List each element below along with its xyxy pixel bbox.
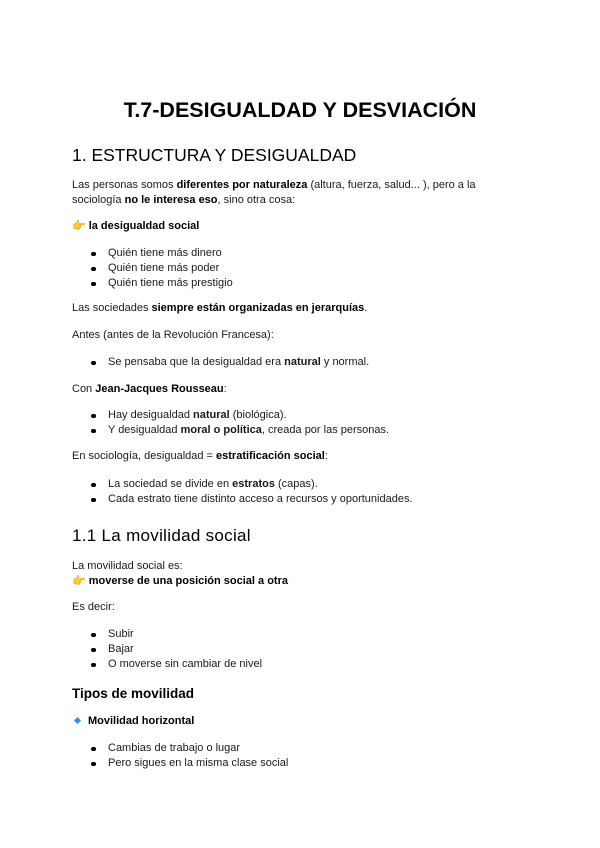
pointer-line-desigualdad bbox=[72, 219, 532, 234]
blue-diamond-icon bbox=[74, 717, 81, 724]
text-run: (altura, fuerza, salud... ), pero a la bbox=[307, 179, 476, 191]
text-run: Se pensaba que la desigualdad era bbox=[108, 356, 285, 368]
mobility-definition bbox=[72, 559, 532, 589]
section-heading-estructura: 1. ESTRUCTURA Y DESIGUALDAD bbox=[72, 145, 357, 165]
bold-run: Movilidad horizontal bbox=[88, 715, 195, 727]
bold-run: estratificación social bbox=[216, 450, 325, 462]
list-item: Pero sigues en la misma clase social bbox=[72, 756, 288, 771]
list-item: O moverse sin cambiar de nivel bbox=[72, 657, 262, 672]
pointing-hand-icon: 👉 bbox=[72, 575, 86, 587]
inequality-list bbox=[72, 246, 233, 291]
list-item bbox=[72, 423, 389, 438]
list-item bbox=[72, 355, 369, 370]
bold-run: siempre están organizadas en jerarquías bbox=[151, 302, 365, 314]
sociology-paragraph bbox=[72, 449, 532, 464]
list-item bbox=[72, 492, 413, 507]
page-title: T.7-DESIGUALDAD Y DESVIACIÓN bbox=[123, 98, 477, 122]
bold-run: moverse de una posición social a otra bbox=[88, 575, 288, 587]
bold-run: Jean-Jacques Rousseau bbox=[95, 383, 224, 395]
text-run: En sociología, desigualdad = bbox=[72, 450, 217, 462]
text-run: : bbox=[324, 450, 328, 462]
horizontal-label bbox=[72, 714, 532, 729]
bold-run: la desigualdad social bbox=[88, 220, 200, 232]
list-item: Cambias de trabajo o lugar bbox=[72, 741, 288, 756]
text-run: Con bbox=[72, 383, 96, 395]
text-run: y normal. bbox=[320, 356, 370, 368]
text-run: (capas). bbox=[274, 478, 318, 490]
bold-run: natural bbox=[284, 356, 321, 368]
horizontal-list bbox=[72, 741, 288, 771]
list-item: Bajar bbox=[72, 642, 262, 657]
text-run: La sociedad se divide en bbox=[108, 478, 233, 490]
text-run: . bbox=[364, 302, 368, 314]
bold-run: no le interesa eso bbox=[124, 194, 218, 206]
before-paragraph: Antes (antes de la Revolución Francesa): bbox=[72, 329, 274, 341]
es-decir-paragraph: Es decir: bbox=[72, 601, 115, 613]
text-run: Las personas somos bbox=[72, 179, 177, 191]
text-run: Cada estrato tiene distinto acceso a recursos y oportunidades. bbox=[108, 493, 413, 505]
movement-list bbox=[72, 627, 262, 672]
rousseau-list bbox=[72, 408, 389, 438]
pointing-hand-icon: 👉 bbox=[72, 220, 86, 232]
text-run: sociología bbox=[72, 194, 125, 206]
list-item bbox=[72, 477, 413, 492]
text-run: Y desigualdad bbox=[108, 424, 181, 436]
subheading-tipos-movilidad: Tipos de movilidad bbox=[72, 686, 195, 701]
bold-run: estratos bbox=[232, 478, 275, 490]
section-heading-movilidad: 1.1 La movilidad social bbox=[72, 526, 251, 545]
bold-run: diferentes por naturaleza bbox=[176, 179, 308, 191]
list-item: Quién tiene más poder bbox=[72, 261, 233, 276]
list-item: Subir bbox=[72, 627, 262, 642]
list-item bbox=[72, 408, 389, 423]
list-item: Quién tiene más prestigio bbox=[72, 276, 233, 291]
text-run: (biológica). bbox=[229, 409, 287, 421]
bold-run: natural bbox=[193, 409, 230, 421]
list-item: Quién tiene más dinero bbox=[72, 246, 233, 261]
text-run: : bbox=[223, 383, 227, 395]
intro-paragraph bbox=[72, 178, 532, 208]
text-run: , sino otra cosa: bbox=[217, 194, 296, 206]
strata-list bbox=[72, 477, 413, 507]
text-run: La movilidad social es: bbox=[72, 560, 183, 572]
text-run: , creada por las personas. bbox=[261, 424, 390, 436]
hierarchy-paragraph bbox=[72, 301, 532, 316]
rousseau-paragraph bbox=[72, 382, 532, 397]
text-run: Hay desigualdad bbox=[108, 409, 194, 421]
before-list bbox=[72, 355, 369, 370]
bold-run: moral o política bbox=[180, 424, 262, 436]
text-run: Las sociedades bbox=[72, 302, 152, 314]
